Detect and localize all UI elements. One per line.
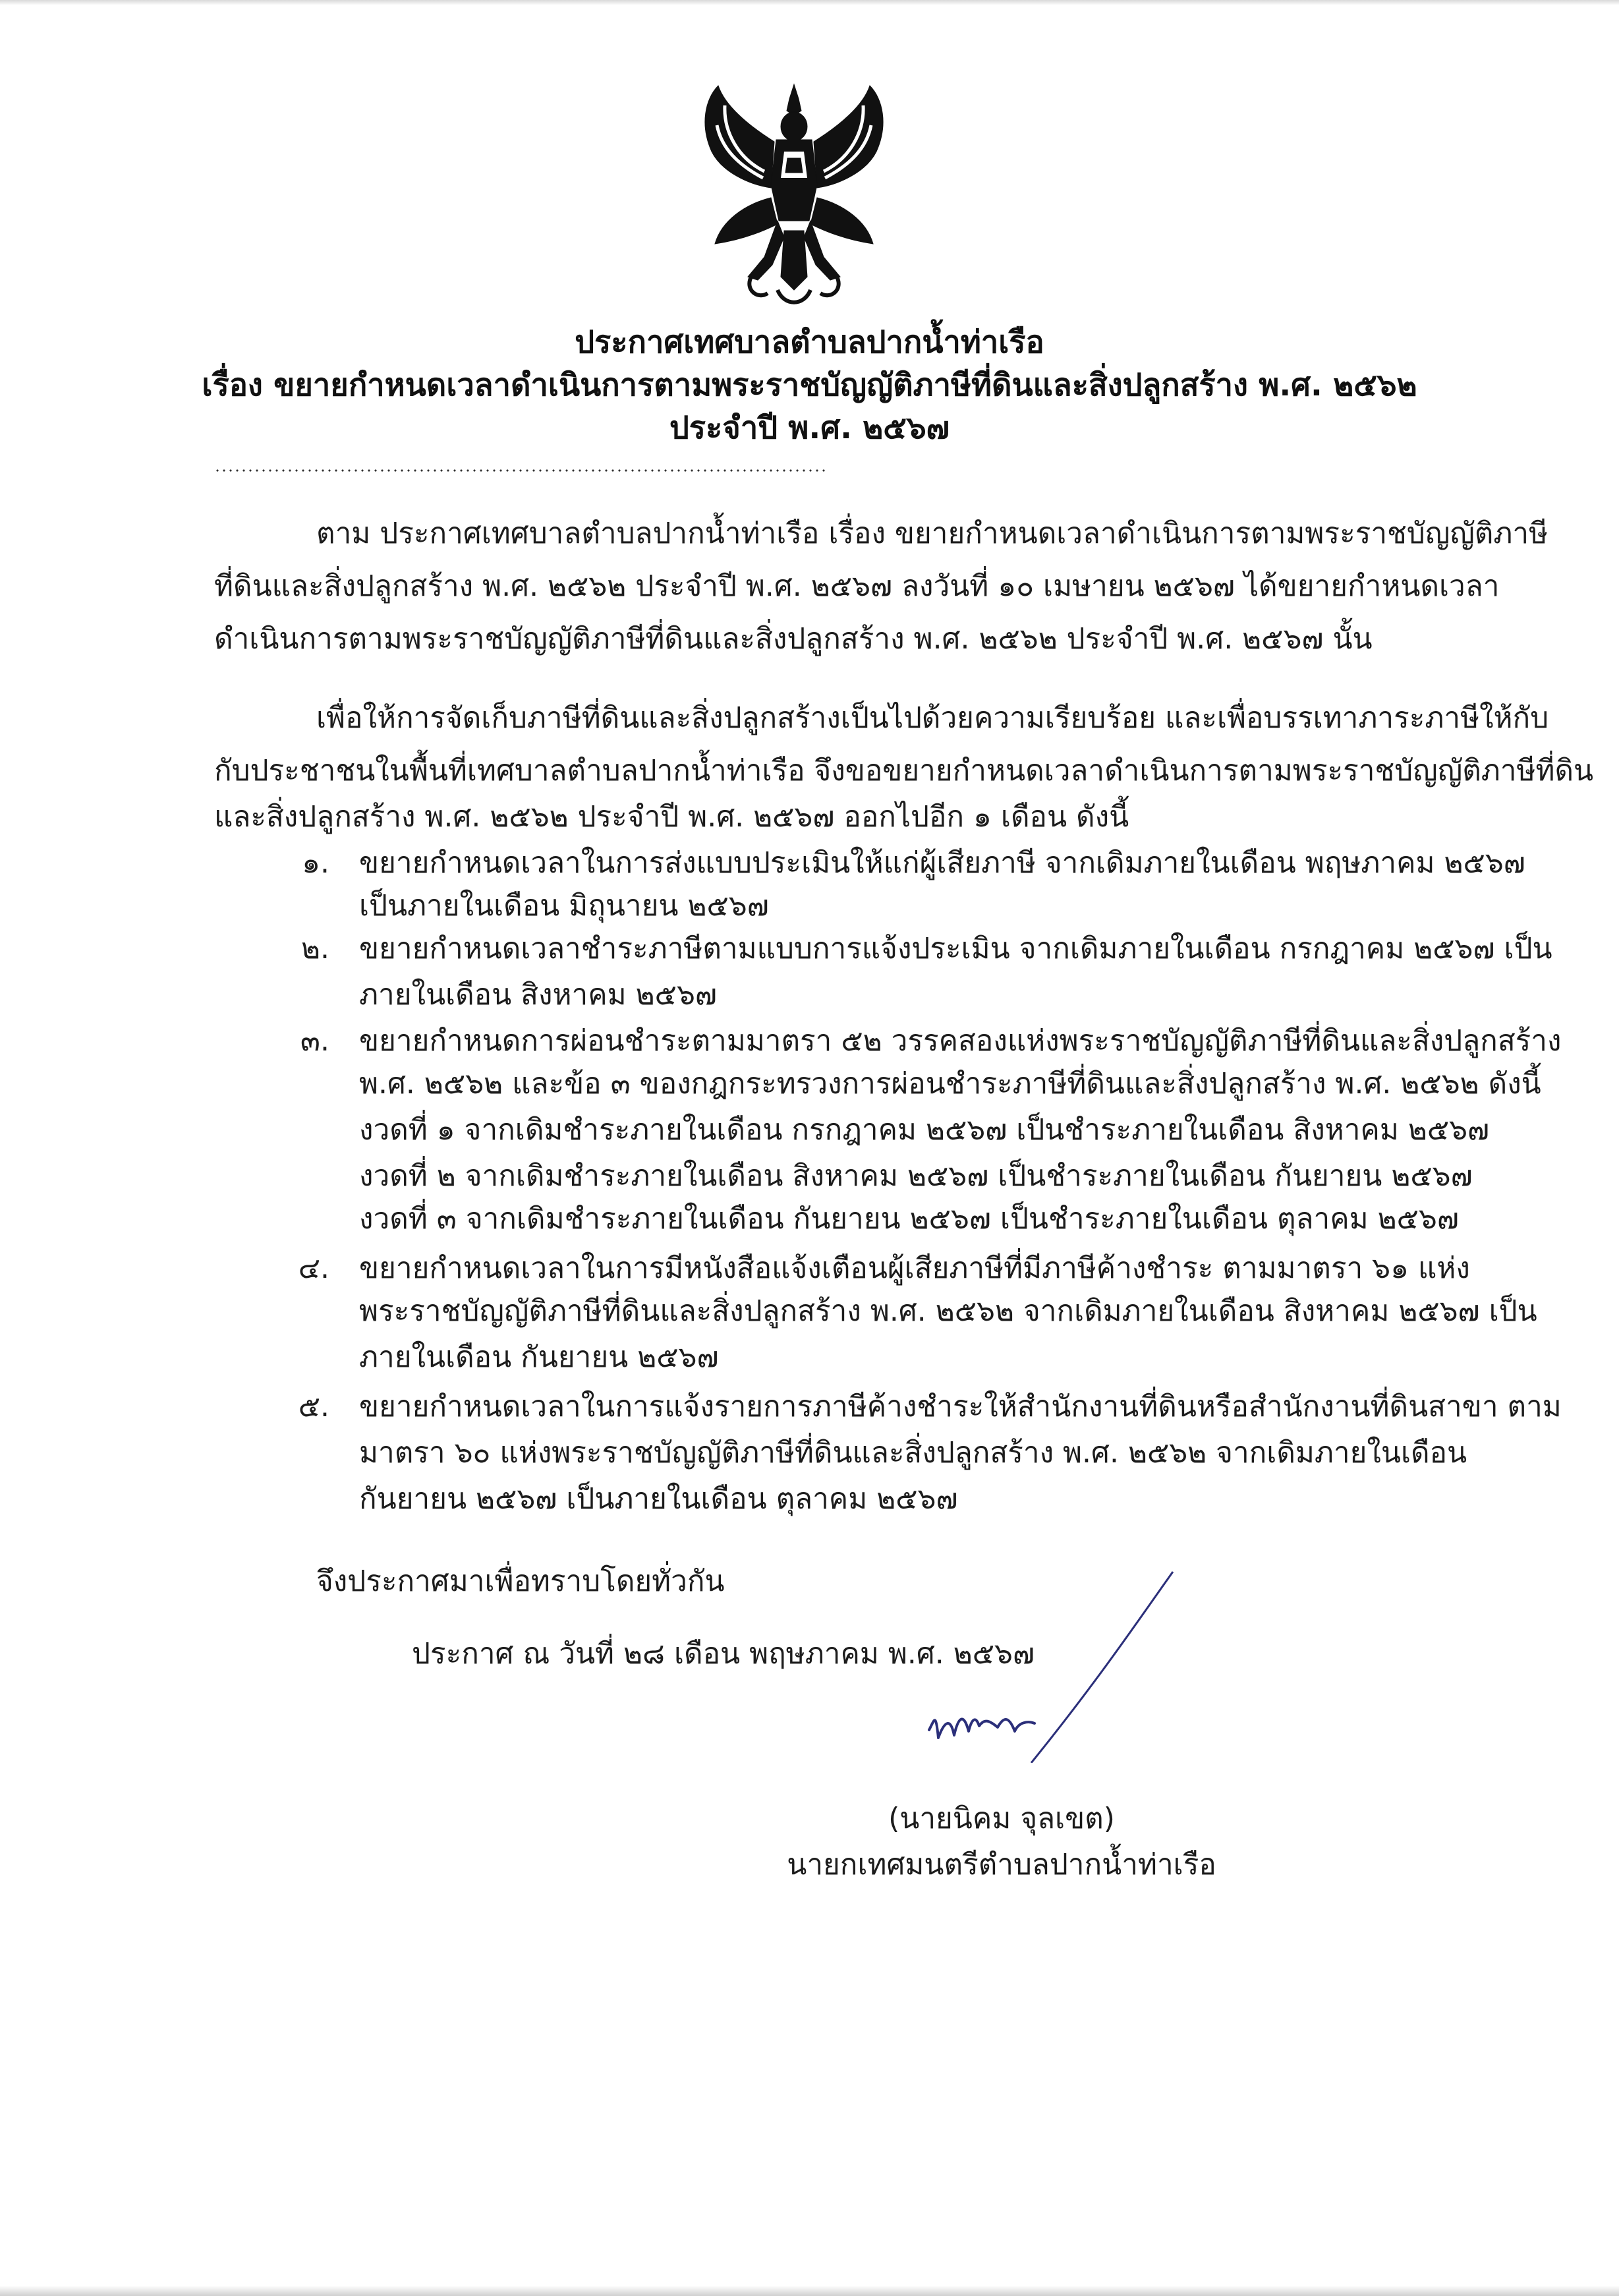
closing-statement: จึงประกาศมาเพื่อทราบโดยทั่วกัน <box>316 1564 725 1598</box>
signatory-name: (นายนิคม จุลเขต) <box>888 1802 1115 1835</box>
para2-line2: กับประชาชนในพื้นที่เทศบาลตำบลปากน้ำท่าเรือ จึงขอขยายกำหนดเวลาดำเนินการตามพระราชบัญญัติภาษีที่ดิน <box>214 754 1594 788</box>
item-number: ๑. <box>302 846 329 880</box>
dotted-divider <box>214 469 827 472</box>
announcement-year: ประจำปี พ.ศ. ๒๕๖๗ <box>669 410 950 446</box>
announcement-org-title: ประกาศเทศบาลตำบลปากน้ำท่าเรือ <box>575 324 1044 360</box>
item-number: ๒. <box>301 932 329 965</box>
garuda-emblem-icon <box>685 79 903 310</box>
item3-line2: พ.ศ. ๒๕๖๒ และข้อ ๓ ของกฎกระทรวงการผ่อนชำระภาษีที่ดินและสิ่งปลูกสร้าง พ.ศ. ๒๕๖๒ ดังนี้ <box>359 1067 1541 1101</box>
scan-bottom-edge <box>0 2285 1619 2296</box>
item2-line2: ภายในเดือน สิงหาคม ๒๕๖๗ <box>359 978 717 1012</box>
item1-line1: ขยายกำหนดเวลาในการส่งแบบประเมินให้แก่ผู้เสียภาษี จากเดิมภายในเดือน พฤษภาคม ๒๕๖๗ <box>359 846 1525 880</box>
item1-line2: เป็นภายในเดือน มิถุนายน ๒๕๖๗ <box>359 889 769 923</box>
item-number: ๔. <box>298 1251 329 1285</box>
announcement-date: ประกาศ ณ วันที่ ๒๘ เดือน พฤษภาคม พ.ศ. ๒๕๖๗ <box>412 1637 1035 1671</box>
para1-line1: ตาม ประกาศเทศบาลตำบลปากน้ำท่าเรือ เรื่อง ขยายกำหนดเวลาดำเนินการตามพระราชบัญญัติภาษี <box>316 517 1548 550</box>
item4-line2: พระราชบัญญัติภาษีที่ดินและสิ่งปลูกสร้าง พ.ศ. ๒๕๖๒ จากเดิมภายในเดือน สิงหาคม ๒๕๖๗ เป็น <box>359 1294 1537 1328</box>
handwritten-signature-icon <box>916 1565 1193 1763</box>
signatory-title: นายกเทศมนตรีตำบลปากน้ำท่าเรือ <box>787 1848 1216 1881</box>
item3-installment2: งวดที่ ๒ จากเดิมชำระภายในเดือน สิงหาคม ๒๕๖๗ เป็นชำระภายในเดือน กันยายน ๒๕๖๗ <box>359 1159 1473 1193</box>
item4-line1: ขยายกำหนดเวลาในการมีหนังสือแจ้งเตือนผู้เสียภาษีที่มีภาษีค้างชำระ ตามมาตรา ๖๑ แห่ง <box>359 1251 1470 1285</box>
announcement-subject: เรื่อง ขยายกำหนดเวลาดำเนินการตามพระราชบัญญัติภาษีที่ดินและสิ่งปลูกสร้าง พ.ศ. ๒๕๖๒ <box>202 367 1417 403</box>
item-number: ๕. <box>298 1390 329 1423</box>
para2-line1: เพื่อให้การจัดเก็บภาษีที่ดินและสิ่งปลูกสร้างเป็นไปด้วยความเรียบร้อย และเพื่อบรรเทาภาระภาษีให้กับ <box>316 701 1549 735</box>
item3-line1: ขยายกำหนดการผ่อนชำระตามมาตรา ๕๒ วรรคสองแห่งพระราชบัญญัติภาษีที่ดินและสิ่งปลูกสร้าง <box>359 1024 1562 1058</box>
scan-top-edge <box>0 0 1619 5</box>
item5-line1: ขยายกำหนดเวลาในการแจ้งรายการภาษีค้างชำระให้สำนักงานที่ดินหรือสำนักงานที่ดินสาขา ตาม <box>359 1390 1562 1423</box>
item-number: ๓. <box>300 1024 329 1058</box>
para1-line2: ที่ดินและสิ่งปลูกสร้าง พ.ศ. ๒๕๖๒ ประจำปี พ.ศ. ๒๕๖๗ ลงวันที่ ๑๐ เมษายน ๒๕๖๗ ได้ขยายกำหนดเวลา <box>214 569 1500 603</box>
item5-line3: กันยายน ๒๕๖๗ เป็นภายในเดือน ตุลาคม ๒๕๖๗ <box>359 1482 958 1516</box>
item5-line2: มาตรา ๖๐ แห่งพระราชบัญญัติภาษีที่ดินและสิ่งปลูกสร้าง พ.ศ. ๒๕๖๒ จากเดิมภายในเดือน <box>359 1436 1467 1470</box>
item4-line3: ภายในเดือน กันยายน ๒๕๖๗ <box>359 1340 719 1374</box>
item2-line1: ขยายกำหนดเวลาชำระภาษีตามแบบการแจ้งประเมิน จากเดิมภายในเดือน กรกฎาคม ๒๕๖๗ เป็น <box>359 932 1552 965</box>
item3-installment3: งวดที่ ๓ จากเดิมชำระภายในเดือน กันยายน ๒๕๖๗ เป็นชำระภายในเดือน ตุลาคม ๒๕๖๗ <box>359 1202 1459 1236</box>
para2-line3: และสิ่งปลูกสร้าง พ.ศ. ๒๕๖๒ ประจำปี พ.ศ. ๒๕๖๗ ออกไปอีก ๑ เดือน ดังนี้ <box>214 800 1129 834</box>
para1-line3: ดำเนินการตามพระราชบัญญัติภาษีที่ดินและสิ่งปลูกสร้าง พ.ศ. ๒๕๖๒ ประจำปี พ.ศ. ๒๕๖๗ นั้น <box>214 622 1373 656</box>
item3-installment1: งวดที่ ๑ จากเดิมชำระภายในเดือน กรกฎาคม ๒๕๖๗ เป็นชำระภายในเดือน สิงหาคม ๒๕๖๗ <box>359 1113 1490 1147</box>
